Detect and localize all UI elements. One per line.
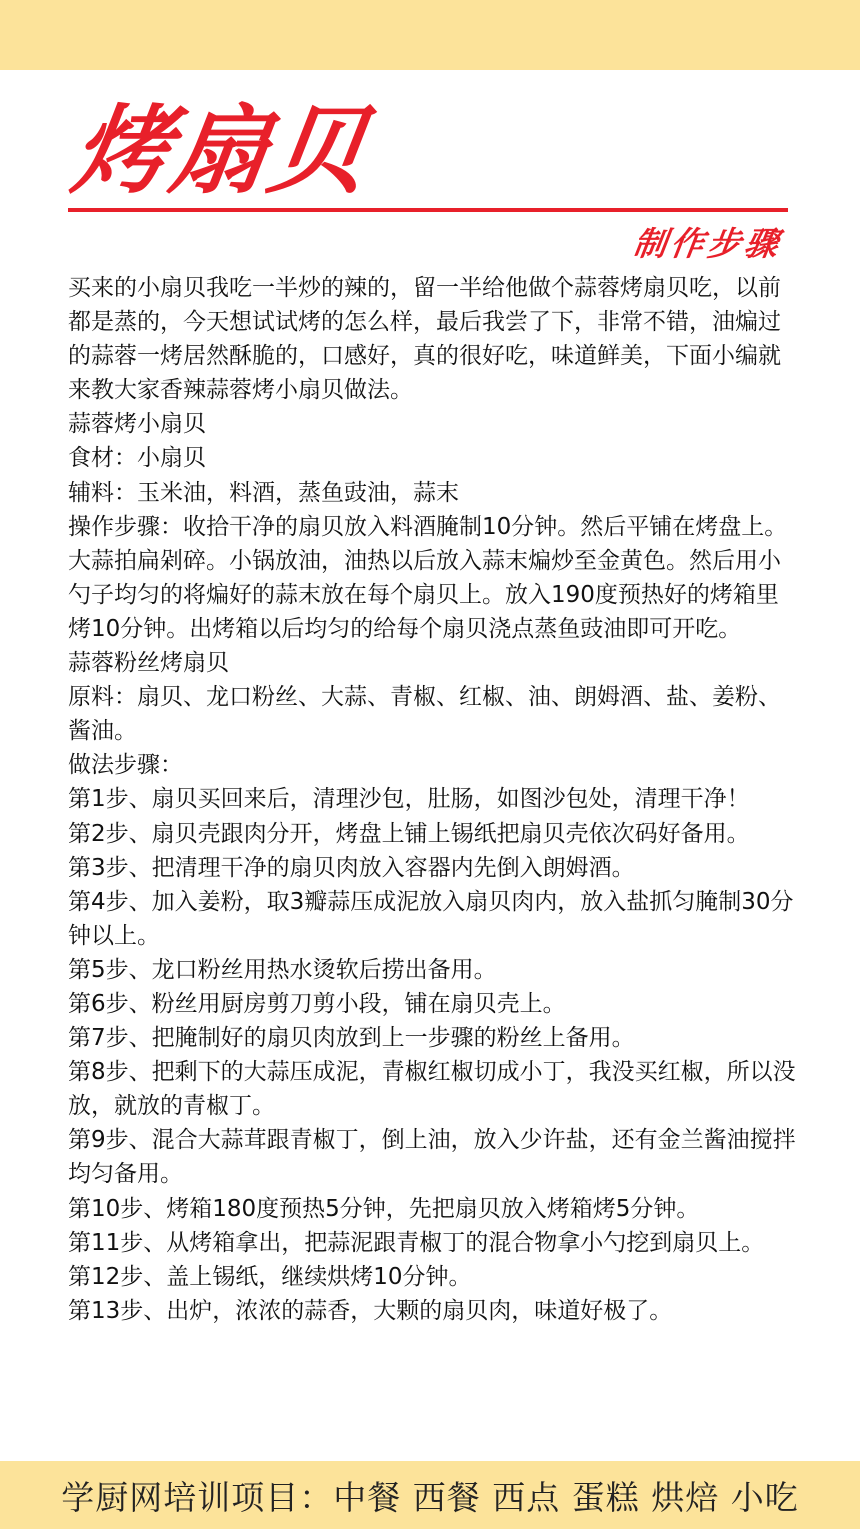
recipe-1-extras: 辅料：玉米油，料酒，蒸鱼豉油，蒜末 — [68, 479, 459, 506]
recipe-2-ingredients: 原料：扇贝、龙口粉丝、大蒜、青椒、红椒、油、朗姆酒、盐、姜粉、酱油。 — [68, 684, 781, 745]
step-10: 第10步、烤箱180度预热5分钟，先把扇贝放入烤箱烤5分钟。 — [68, 1195, 700, 1222]
intro-paragraph: 买来的小扇贝我吃一半炒的辣的，留一半给他做个蒜蓉烤扇贝吃，以前都是蒸的，今天想试试烤的怎么样，最后我尝了下，非常不错，油煸过的蒜蓉一烤居然酥脆的，口感好，真的很好吃，味道鲜美，下面小编就来教大家香辣蒜蓉烤小扇贝做法。 — [68, 275, 781, 404]
recipe-2-steps-heading: 做法步骤： — [68, 752, 183, 779]
recipe-1-ingredients: 食材：小扇贝 — [68, 445, 206, 472]
step-12: 第12步、盖上锡纸，继续烘烤10分钟。 — [68, 1263, 472, 1290]
step-3: 第3步、把清理干净的扇贝肉放入容器内先倒入朗姆酒。 — [68, 854, 635, 881]
article-body — [68, 271, 798, 1328]
recipe-2-title: 蒜蓉粉丝烤扇贝 — [68, 650, 229, 677]
step-2: 第2步、扇贝壳跟肉分开，烤盘上铺上锡纸把扇贝壳依次码好备用。 — [68, 820, 750, 847]
step-9: 第9步、混合大蒜茸跟青椒丁，倒上油，放入少许盐，还有金兰酱油搅拌均匀备用。 — [68, 1127, 796, 1188]
recipe-1-steps: 操作步骤：收拾干净的扇贝放入料酒腌制10分钟。然后平铺在烤盘上。大蒜拍扁剁碎。小锅放油，油热以后放入蒜末煸炒至金黄色。然后用小勺子均匀的将煸好的蒜末放在每个扇贝上。放入190度预热好的烤箱里烤10分钟。出烤箱以后均匀的给每个扇贝浇点蒸鱼豉油即可开吃。 — [68, 513, 788, 642]
step-5: 第5步、龙口粉丝用热水烫软后捞出备用。 — [68, 956, 497, 983]
step-11: 第11步、从烤箱拿出，把蒜泥跟青椒丁的混合物拿小勺挖到扇贝上。 — [68, 1229, 765, 1256]
step-8: 第8步、把剩下的大蒜压成泥，青椒红椒切成小丁，我没买红椒，所以没放，就放的青椒丁。 — [68, 1059, 796, 1120]
recipe-1-title: 蒜蓉烤小扇贝 — [68, 411, 206, 438]
step-6: 第6步、粉丝用厨房剪刀剪小段，铺在扇贝壳上。 — [68, 990, 566, 1017]
title-divider — [68, 208, 788, 212]
footer-banner — [0, 1461, 860, 1529]
step-1: 第1步、扇贝买回来后，清理沙包，肚肠，如图沙包处，清理干净！ — [68, 786, 750, 813]
page-title: 烤扇贝 — [65, 95, 376, 207]
step-4: 第4步、加入姜粉，取3瓣蒜压成泥放入扇贝肉内，放入盐抓匀腌制30分钟以上。 — [68, 888, 794, 949]
top-banner — [0, 0, 860, 70]
footer-text: 学厨网培训项目：中餐 西餐 西点 蛋糕 烘焙 小吃 — [61, 1477, 799, 1517]
page-subtitle: 制作步骤 — [630, 224, 785, 263]
step-7: 第7步、把腌制好的扇贝肉放到上一步骤的粉丝上备用。 — [68, 1025, 635, 1052]
step-13: 第13步、出炉，浓浓的蒜香，大颗的扇贝肉，味道好极了。 — [68, 1297, 673, 1324]
